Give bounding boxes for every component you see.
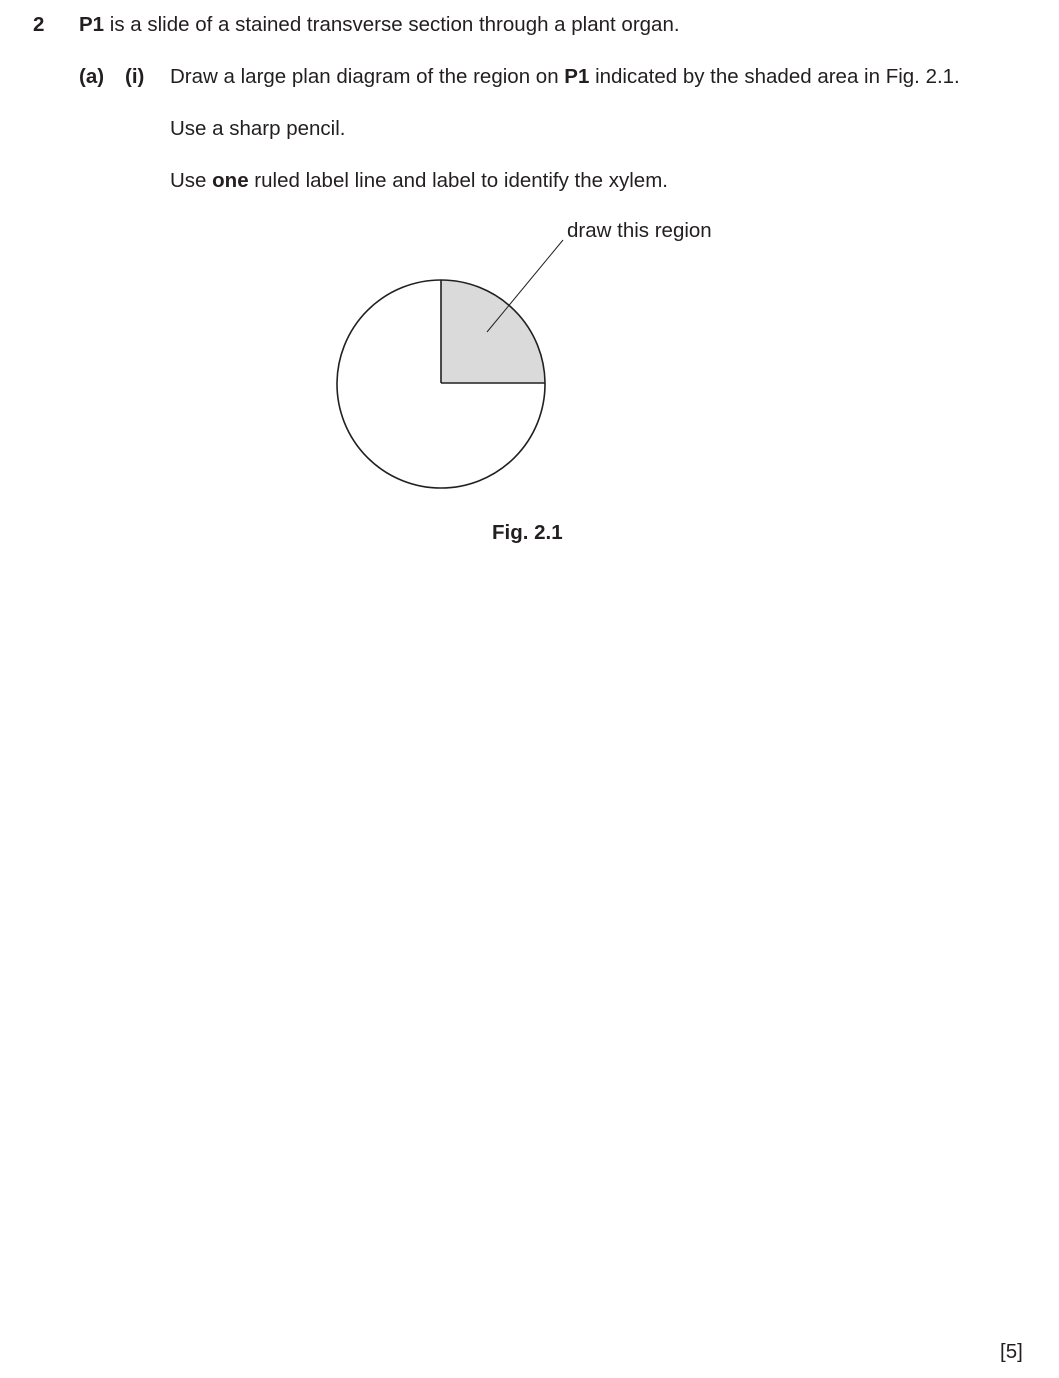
subpart-label-i: (i) — [125, 65, 145, 88]
specimen-label: P1 — [79, 13, 105, 36]
label-note-start: Use — [170, 169, 213, 192]
question-number: 2 — [33, 13, 45, 36]
fig-2-1-diagram — [0, 0, 1059, 560]
draw-instruction-start: Draw a large plan diagram of the region on — [170, 65, 565, 88]
pencil-note: Use a sharp pencil. — [170, 117, 346, 140]
draw-instruction-end: indicated by the shaded area in Fig. 2.1. — [589, 65, 960, 88]
label-note-emphasis: one — [212, 169, 249, 192]
label-note-end: ruled label line and label to identify the xylem. — [248, 169, 668, 192]
part-label-a: (a) — [79, 65, 105, 88]
shaded-region — [441, 280, 544, 383]
region-annotation: draw this region — [567, 219, 712, 242]
stem-text: is a slide of a stained transverse section through a plant organ. — [104, 13, 680, 36]
label-line — [487, 240, 563, 332]
marks-allocation: [5] — [1000, 1340, 1023, 1363]
specimen-label: P1 — [564, 65, 590, 88]
figure-caption: Fig. 2.1 — [492, 521, 563, 544]
